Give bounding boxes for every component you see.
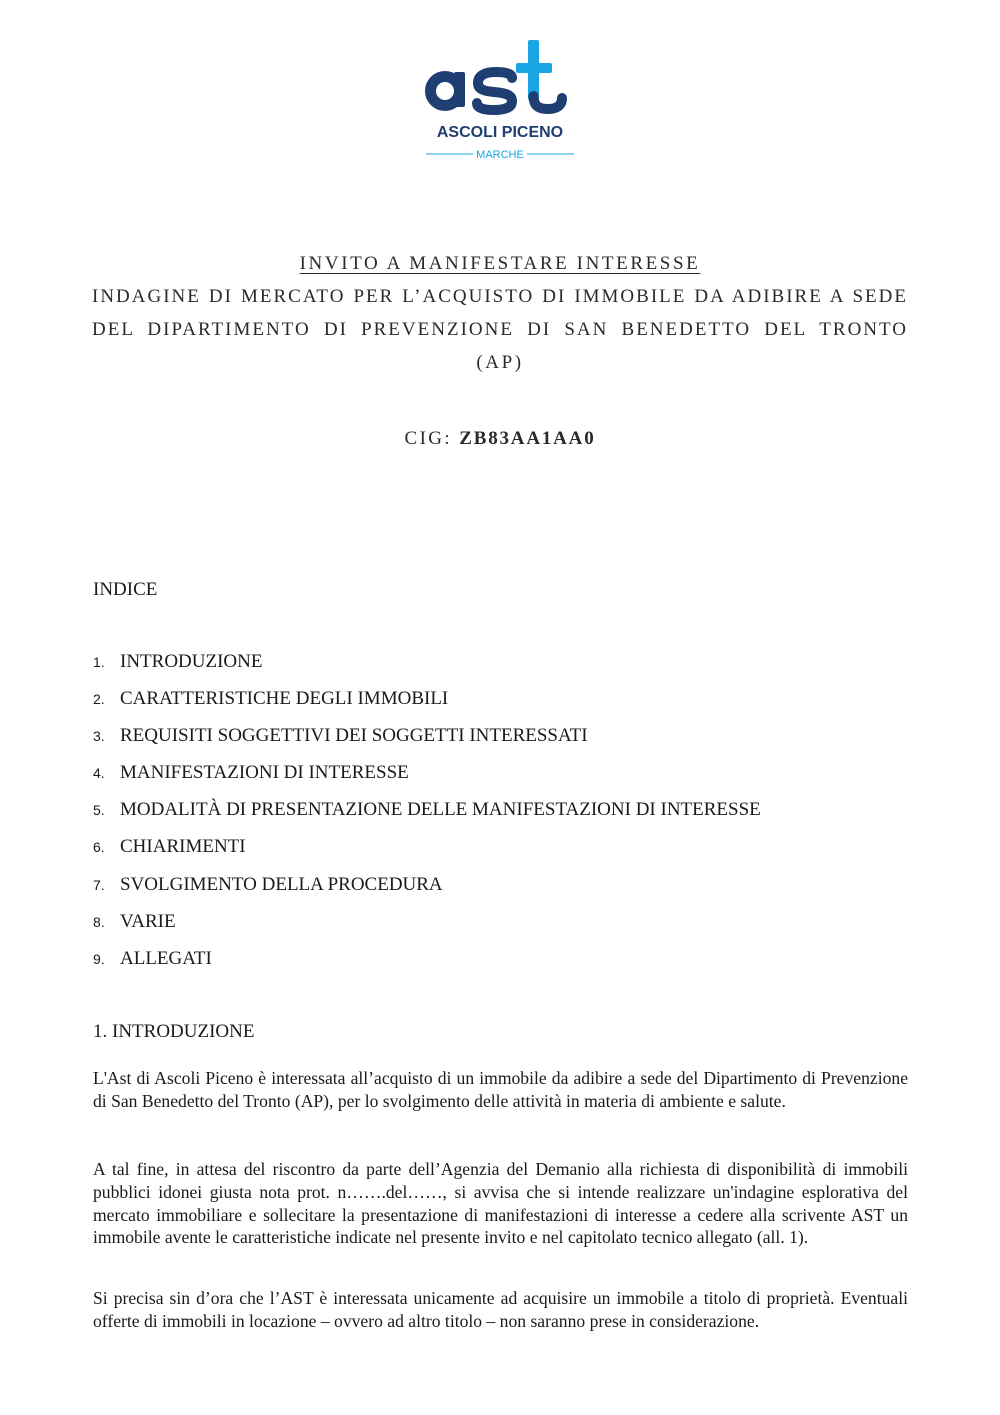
ast-ascoli-piceno-logo [422,36,578,162]
logo-cross-horizontal [516,63,552,73]
title-line-4: (AP) [476,352,524,373]
toc-item-label: ALLEGATI [120,947,212,969]
toc-item [93,911,761,948]
toc-item [93,651,761,688]
cig-code [92,428,908,450]
toc-item [93,725,761,762]
title-line-2: INDAGINE DI MERCATO PER L’ACQUISTO DI IMMOBILE DA ADIBIRE A SEDE [92,286,908,307]
paragraph-1: L'Ast di Ascoli Piceno è interessata all’acquisto di un immobile da adibire a sede del Dipartimento di Prevenzione di San Benedetto del Tronto (AP), per lo svolgimento delle attività in materia di ambiente e salute. [93,1068,908,1111]
cig-value: ZB83AA1AA0 [459,428,596,449]
toc-item-number: 4. [93,765,105,782]
toc-item-number: 9. [93,950,105,967]
table-of-contents [93,651,761,985]
paragraph-2: A tal fine, in attesa del riscontro da parte dell’Agenzia del Demanio alla richiesta di disponibilità di immobili pubblici idonei giusta nota prot. n…….del……, si avvisa che si intende realizzare un'indagine esplorativa del mercato immobiliare e sollecitare la presentazione di manifestazioni di interesse a cedere alla scrivente AST un immobile avente le caratteristiche indicate nel presente invito e nel capitolato tecnico allegato (all. 1). [93,1159,908,1248]
toc-item [93,874,761,911]
cig-label: CIG: [404,428,453,449]
toc-item-label: CHIARIMENTI [120,836,246,858]
toc-item [93,688,761,725]
toc-item-label: VARIE [120,910,176,932]
paragraph-3: Si precisa sin d’ora che l’AST è interessata unicamente ad acquisire un immobile a titolo di proprietà. Eventuali offerte di immobili in locazione – ovvero ad altro titolo – non saranno prese in considerazione. [93,1288,908,1331]
section-title-introduzione: 1. INTRODUZIONE [93,1021,255,1042]
index-heading: INDICE [93,579,158,600]
toc-item-number: 7. [93,876,105,893]
logo-organization: ASCOLI PICENO [436,124,564,141]
logo-letter-t-tail [534,96,563,109]
document-title [92,247,908,379]
toc-item-number: 8. [93,913,105,930]
toc-item-number: 1. [93,654,105,670]
toc-item [93,762,761,799]
toc-item-label: CARATTERISTICHE DEGLI IMMOBILI [120,688,449,710]
toc-item-number: 3. [93,728,105,745]
toc-item [93,948,761,985]
title-line-3: DEL DIPARTIMENTO DI PREVENZIONE DI SAN BENEDETTO DEL TRONTO [92,319,908,340]
toc-item-label: INTRODUZIONE [120,651,263,672]
logo-letter-s [477,72,512,110]
toc-item-number: 2. [93,691,105,708]
logo-region: MARCHE [476,149,524,161]
toc-item-label: MANIFESTAZIONI DI INTERESSE [120,762,409,784]
title-line-1: INVITO A MANIFESTARE INTERESSE [299,253,701,274]
toc-item-label: MODALITÀ DI PRESENTAZIONE DELLE MANIFESTAZIONI DI INTERESSE [120,799,761,821]
logo-letter-a-stem [454,72,465,107]
toc-item-number: 6. [93,839,105,856]
toc-item-label: SVOLGIMENTO DELLA PROCEDURA [120,873,443,895]
toc-item [93,799,761,836]
toc-item-label: REQUISITI SOGGETTIVI DEI SOGGETTI INTERESSATI [120,725,588,747]
toc-item [93,836,761,873]
toc-item-number: 5. [93,802,105,819]
